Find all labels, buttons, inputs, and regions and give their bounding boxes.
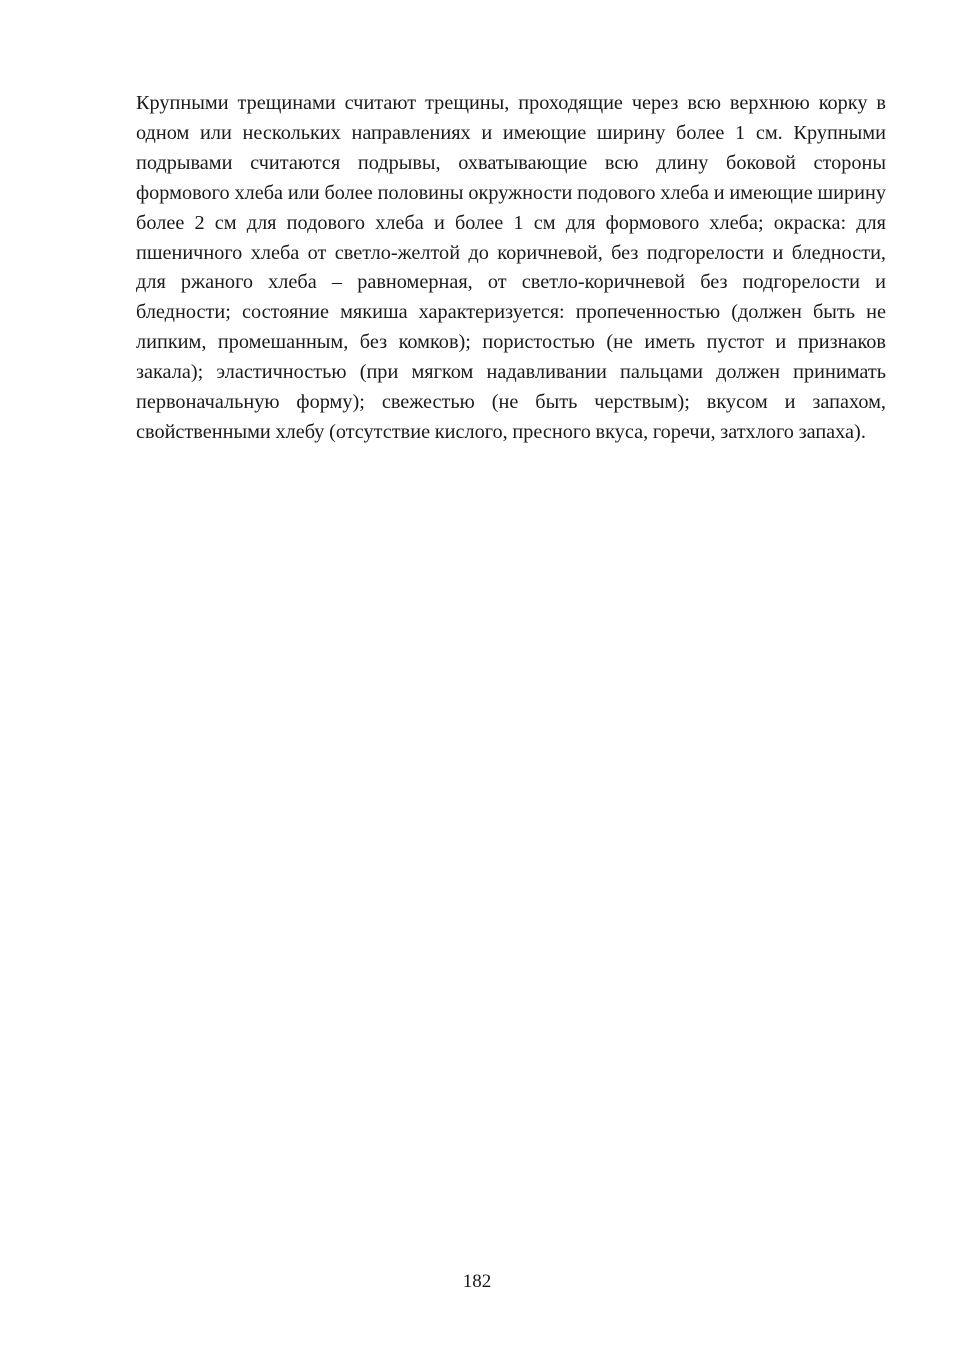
page-number: 182 — [462, 1271, 492, 1292]
body-paragraph: Крупными трещинами считают трещины, проходящие через всю верхнюю корку в одном или нескольких направлениях и имеющие ширину более 1 см. Крупными подрывами считаются подрывы, охватывающие всю длину боковой стороны формового хлеба или более половины окружности подового хлеба и имеющие ширину более 2 см для подового хлеба и более 1 см для формового хлеба; окраска: для пшеничного хлеба от светло-желтой до коричневой, без подгорелости и бледности, для ржаного хлеба – равномерная, от светло-коричневой без подгорелости и бледности; состояние мякиша характеризуется: пропеченностью (должен быть не липким, промешанным, без комков); пористостью (не иметь пустот и признаков закала); эластичностью (при мягком надавливании пальцами должен принимать первоначальную форму); свежестью (не быть черствым); вкусом и запахом, свойственными хлебу (отсутствие кислого, пресного вкуса, горечи, затхлого запаха). — [136, 92, 886, 443]
